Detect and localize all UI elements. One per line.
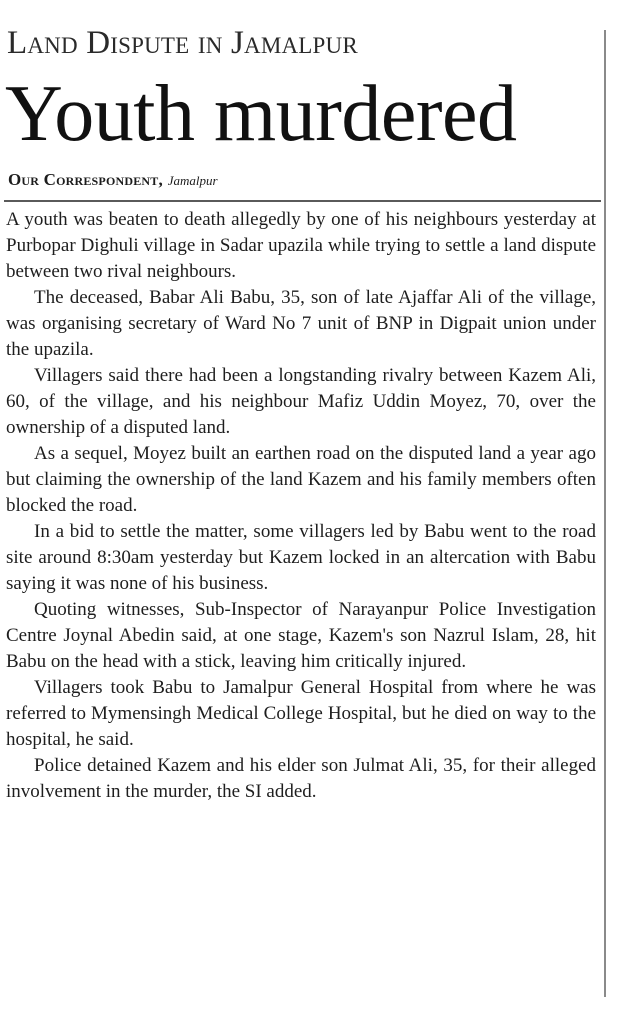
byline-divider [4, 200, 601, 202]
paragraph: Villagers said there had been a longstanding rivalry between Kazem Ali, 60, of the village, and his neighbour Mafiz Uddin Moyez, 70, over the ownership of a disputed land. [6, 365, 596, 438]
byline-location: Jamalpur [167, 173, 218, 188]
byline [8, 170, 598, 191]
column-rule [604, 30, 606, 997]
byline-author: Our Correspondent, [8, 170, 163, 189]
headline: Youth murdered [5, 70, 517, 158]
paragraph: As a sequel, Moyez built an earthen road on the disputed land a year ago but claiming the ownership of the land Kazem and his family members often blocked the road. [6, 443, 596, 516]
article-body [6, 207, 596, 805]
paragraph: Police detained Kazem and his elder son Julmat Ali, 35, for their alleged involvement in the murder, the SI added. [6, 755, 596, 802]
paragraph: In a bid to settle the matter, some villagers led by Babu went to the road site around 8:30am yesterday but Kazem locked in an altercation with Babu saying it was none of his business. [6, 521, 596, 594]
paragraph: Quoting witnesses, Sub-Inspector of Narayanpur Police Investigation Centre Joynal Abedin said, at one stage, Kazem's son Nazrul Islam, 28, hit Babu on the head with a stick, leaving him critically injured. [6, 599, 596, 672]
paragraph: A youth was beaten to death allegedly by one of his neighbours yesterday at Purbopar Dighuli village in Sadar upazila while trying to settle a land dispute between two rival neighbours. [6, 209, 596, 282]
paragraph: The deceased, Babar Ali Babu, 35, son of late Ajaffar Ali of the village, was organising secretary of Ward No 7 unit of BNP in Digpait union under the upazila. [6, 287, 596, 360]
kicker: Land Dispute in Jamalpur [7, 25, 358, 61]
paragraph: Villagers took Babu to Jamalpur General Hospital from where he was referred to Mymensingh Medical College Hospital, but he died on way to the hospital, he said. [6, 677, 596, 750]
